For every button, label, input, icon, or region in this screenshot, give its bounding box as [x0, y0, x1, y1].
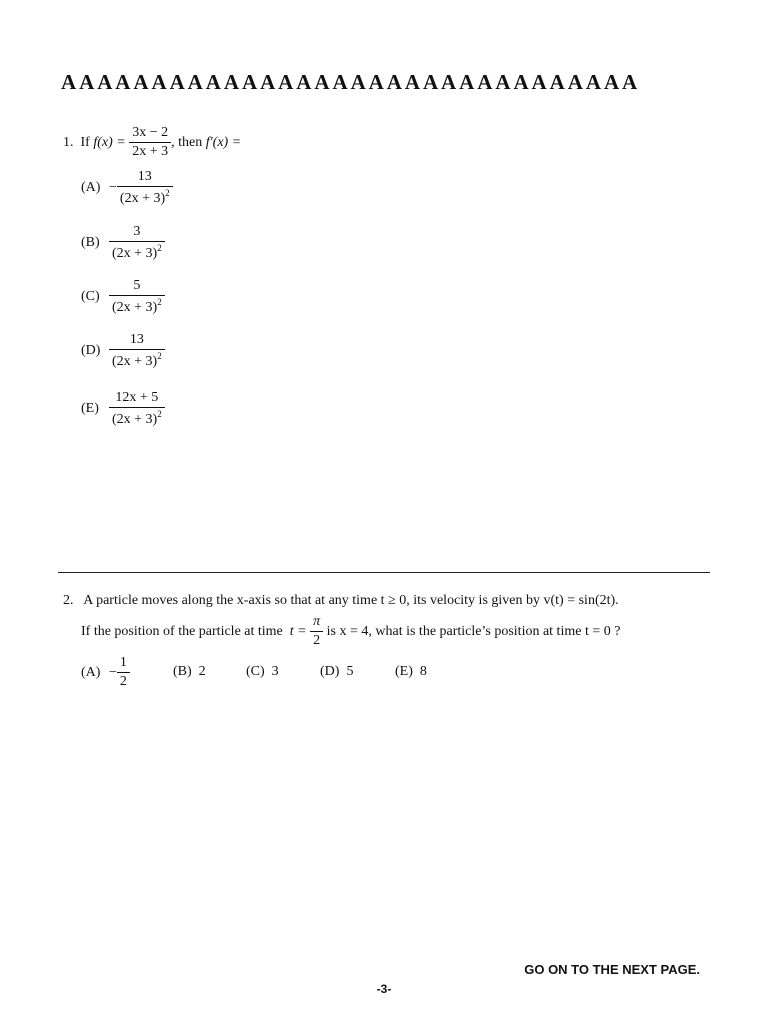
question-number: 2.: [63, 593, 74, 608]
fraction-numerator: 3x − 2: [129, 126, 171, 143]
choice-fraction: [117, 170, 173, 206]
answer-choice-c[interactable]: [81, 279, 165, 315]
question-number: 1.: [63, 134, 74, 150]
choice-fraction: [109, 333, 165, 369]
section-divider: [58, 572, 710, 573]
answer-choice-e[interactable]: [81, 391, 165, 427]
choice-label: (C): [81, 289, 100, 304]
question-2-stem-line-1: [63, 593, 619, 609]
fraction-denominator: 2x + 3: [132, 144, 169, 159]
question-1-stem: [63, 126, 241, 159]
fraction-denominator: 2: [313, 633, 321, 648]
question-text: If the position of the particle at time: [81, 623, 283, 639]
question-text: A particle moves along the x-axis so that at any time t ≥ 0, its velocity is given by v(t) = sin(2t).: [83, 593, 619, 608]
fraction-denominator: $(2x + 3)^2$: [112, 297, 162, 315]
choice-label: (E): [81, 401, 99, 416]
fraction-numerator: 5: [109, 279, 165, 296]
choice-fraction: [109, 279, 165, 315]
fraction-numerator: 1: [117, 656, 130, 673]
fraction-numerator: 12x + 5: [109, 391, 165, 408]
choice-value: 8: [419, 664, 427, 679]
answer-choice-d[interactable]: [81, 333, 165, 369]
fraction-denominator: $(2x + 3)^2$: [112, 243, 162, 261]
question-text: If: [80, 134, 90, 150]
time-label: t =: [289, 623, 307, 639]
answer-choice-b[interactable]: [81, 225, 165, 261]
answer-choice-a[interactable]: [81, 170, 173, 206]
fraction-numerator: 3: [109, 225, 165, 242]
answer-choice-e[interactable]: [395, 664, 427, 680]
fraction-numerator: 13: [117, 170, 173, 187]
choice-value: 5: [346, 664, 354, 679]
choice-label: (B): [81, 235, 100, 250]
answer-choice-b[interactable]: [173, 664, 206, 680]
pi-over-two-fraction: [310, 615, 323, 648]
choice-sign: −: [109, 180, 117, 195]
choice-fraction: [109, 391, 165, 427]
answer-choice-a[interactable]: [81, 656, 130, 689]
go-on-notice: GO ON TO THE NEXT PAGE.: [524, 962, 700, 977]
answer-choice-c[interactable]: [246, 664, 279, 680]
question-text: is x = 4, what is the particle’s position at time t = 0 ?: [326, 623, 621, 639]
fraction-denominator: 2: [119, 674, 127, 689]
choice-label: (B): [173, 664, 192, 679]
fraction-denominator: $(2x + 3)^2$: [112, 409, 162, 427]
fraction-denominator: $(2x + 3)^2$: [119, 188, 170, 206]
fraction-numerator: 13: [109, 333, 165, 350]
section-banner: A A A A A A A A A A A A A A A A A A A A A A A A A A A A A A A A: [61, 70, 638, 94]
choice-value: 2: [198, 664, 206, 679]
derivative-label: f′(x) =: [205, 134, 242, 150]
choice-value: 3: [271, 664, 279, 679]
choice-label: (E): [395, 664, 413, 679]
choice-label: (A): [81, 180, 101, 195]
fraction-numerator: π: [310, 615, 323, 632]
function-fraction: [129, 126, 171, 159]
function-label: f(x) =: [93, 134, 126, 150]
choice-label: (C): [246, 664, 265, 679]
choice-label: (A): [81, 664, 101, 680]
choice-sign: −: [109, 664, 117, 680]
fraction-denominator: $(2x + 3)^2$: [112, 351, 162, 369]
choice-fraction: [117, 656, 130, 689]
answer-choice-d[interactable]: [320, 664, 353, 680]
choice-fraction: [109, 225, 165, 261]
page-number: -3-: [376, 982, 392, 996]
choice-label: (D): [320, 664, 340, 679]
question-text: , then: [171, 134, 203, 150]
question-2-stem-line-2: [81, 615, 620, 648]
choice-label: (D): [81, 343, 101, 358]
